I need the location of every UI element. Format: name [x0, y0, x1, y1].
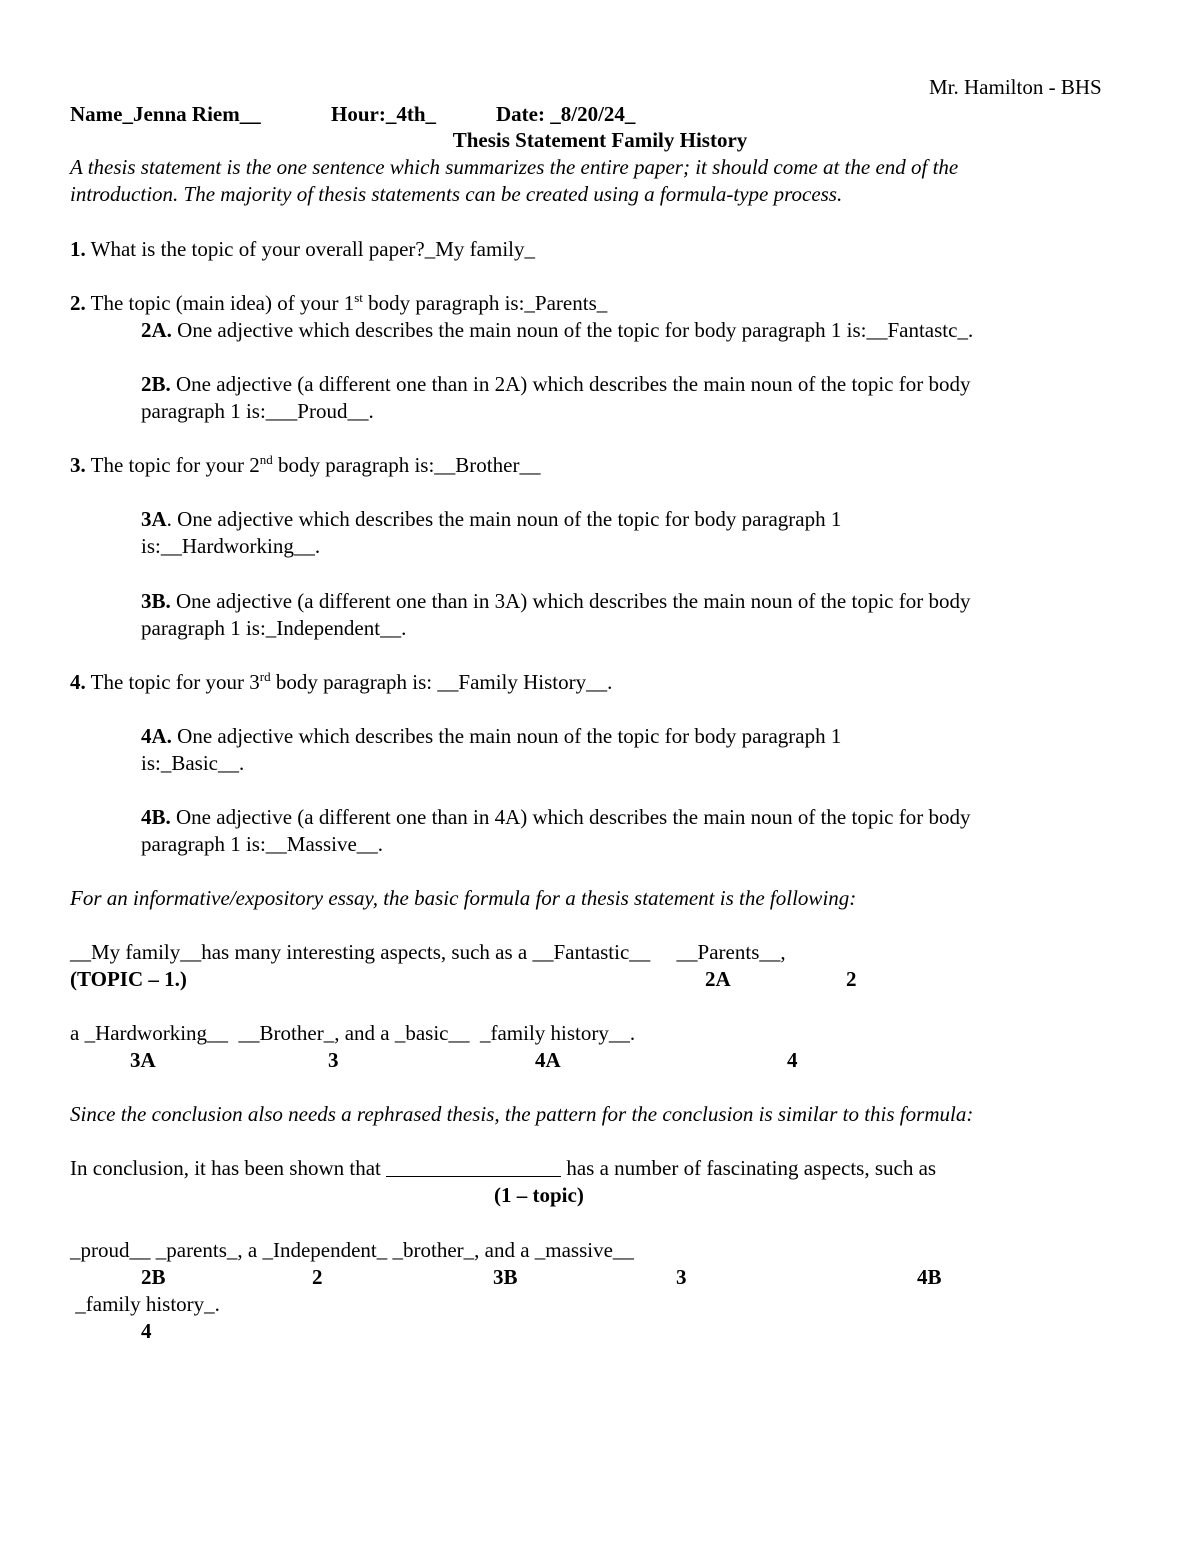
intro-line-2: introduction. The majority of thesis statements can be created using a formula-type process. [70, 182, 843, 206]
question-4-text-a: The topic for your 3 [90, 670, 260, 694]
conclusion-label-3b: 3B [493, 1265, 518, 1289]
question-2a-text: One adjective which describes the main noun of the topic for body paragraph 1 is:__Fantastc_. [177, 318, 974, 342]
question-3b-line-2: paragraph 1 is:_Independent__. [141, 616, 407, 640]
conclusion-label-4: 4 [141, 1319, 152, 1343]
formula-instruction: For an informative/expository essay, the basic formula for a thesis statement is the following: [70, 886, 857, 910]
question-1 [70, 239, 535, 260]
conclusion-line-1-b: has a number of fascinating aspects, such as [561, 1156, 937, 1180]
formula-label-4a: 4A [535, 1048, 561, 1072]
date-label: Date: [496, 102, 545, 126]
question-2-text-b: body paragraph is:_Parents_ [362, 291, 608, 315]
question-4a-line-2: is:_Basic__. [141, 751, 245, 775]
question-3b-line-1: One adjective (a different one than in 3A) which describes the main noun of the topic for body [176, 589, 971, 613]
date-field [496, 104, 635, 125]
question-4-sup: rd [259, 669, 271, 684]
formula-line-1: __My family__has many interesting aspects, such as a __Fantastic__ __Parents__, [70, 940, 786, 964]
question-3-text-b: body paragraph is:__Brother__ [272, 453, 541, 477]
question-4b-line-2: paragraph 1 is:__Massive__. [141, 832, 384, 856]
hour-field [331, 104, 436, 125]
name-field [70, 104, 261, 125]
name-label: Name [70, 102, 123, 126]
question-4 [70, 669, 613, 694]
question-2a-label: 2A. [141, 318, 172, 342]
question-3b-label: 3B. [141, 589, 171, 613]
question-3a [141, 509, 841, 530]
formula-topic-label: (TOPIC – 1.) [70, 967, 187, 991]
conclusion-line-2: _proud__ _parents_, a _Independent_ _brother_, and a _massive__ [70, 1238, 634, 1262]
formula-line-2: a _Hardworking__ __Brother_, and a _basic__ _family history__. [70, 1021, 636, 1045]
conclusion-label-2b: 2B [141, 1265, 166, 1289]
question-1-number: 1. [70, 237, 86, 261]
question-3-text-a: The topic for your 2 [90, 453, 260, 477]
question-2b [141, 374, 970, 395]
question-4b-line-1: One adjective (a different one than in 4A) which describes the main noun of the topic for body [176, 805, 971, 829]
question-2-text-a: The topic (main idea) of your 1 [90, 291, 355, 315]
formula-label-2a: 2A [705, 967, 731, 991]
question-3a-line-1: . One adjective which describes the main noun of the topic for body paragraph 1 [166, 507, 842, 531]
formula-label-3: 3 [328, 1048, 339, 1072]
question-3-sup: nd [259, 452, 273, 467]
conclusion-topic-label: (1 – topic) [494, 1183, 584, 1207]
question-3a-label: 3A [141, 507, 167, 531]
formula-label-2: 2 [846, 967, 857, 991]
question-3 [70, 452, 541, 477]
question-1-text: What is the topic of your overall paper?_My family_ [90, 237, 535, 261]
name-value: _Jenna Riem__ [122, 102, 261, 126]
question-2b-line-1: One adjective (a different one than in 2A) which describes the main noun of the topic for body [176, 372, 971, 396]
question-4b [141, 807, 970, 828]
intro-line-1: A thesis statement is the one sentence which summarizes the entire paper; it should come at the end of the [70, 155, 959, 179]
question-3a-line-2: is:__Hardworking__. [141, 534, 321, 558]
question-2-sup: st [354, 290, 363, 305]
conclusion-label-4b: 4B [917, 1265, 942, 1289]
formula-label-3a: 3A [130, 1048, 156, 1072]
question-4b-label: 4B. [141, 805, 171, 829]
question-2b-line-2: paragraph 1 is:___Proud__. [141, 399, 374, 423]
question-2 [70, 290, 608, 315]
question-4a [141, 726, 841, 747]
question-2b-label: 2B. [141, 372, 171, 396]
conclusion-line-1 [70, 1158, 936, 1179]
hour-value: _4th_ [385, 102, 437, 126]
question-2-number: 2. [70, 291, 86, 315]
conclusion-label-2: 2 [312, 1265, 323, 1289]
conclusion-label-3: 3 [676, 1265, 687, 1289]
question-4a-label: 4A. [141, 724, 172, 748]
date-value: _8/20/24_ [544, 102, 636, 126]
conclusion-line-1-a: In conclusion, it has been shown that [70, 1156, 387, 1180]
topic-blank [386, 1160, 561, 1177]
teacher-label: Mr. Hamilton - BHS [929, 75, 1102, 99]
question-4-text-b: body paragraph is: __Family History__. [270, 670, 613, 694]
page-title: Thesis Statement Family History [452, 128, 748, 152]
formula-label-4: 4 [787, 1048, 798, 1072]
hour-label: Hour: [331, 102, 386, 126]
conclusion-instruction: Since the conclusion also needs a rephrased thesis, the pattern for the conclusion is similar to this formula: [70, 1102, 974, 1126]
question-4-number: 4. [70, 670, 86, 694]
question-3-number: 3. [70, 453, 86, 477]
conclusion-line-3: _family history_. [70, 1292, 220, 1316]
question-2a [141, 320, 973, 341]
question-3b [141, 591, 970, 612]
question-4a-line-1: One adjective which describes the main noun of the topic for body paragraph 1 [177, 724, 842, 748]
